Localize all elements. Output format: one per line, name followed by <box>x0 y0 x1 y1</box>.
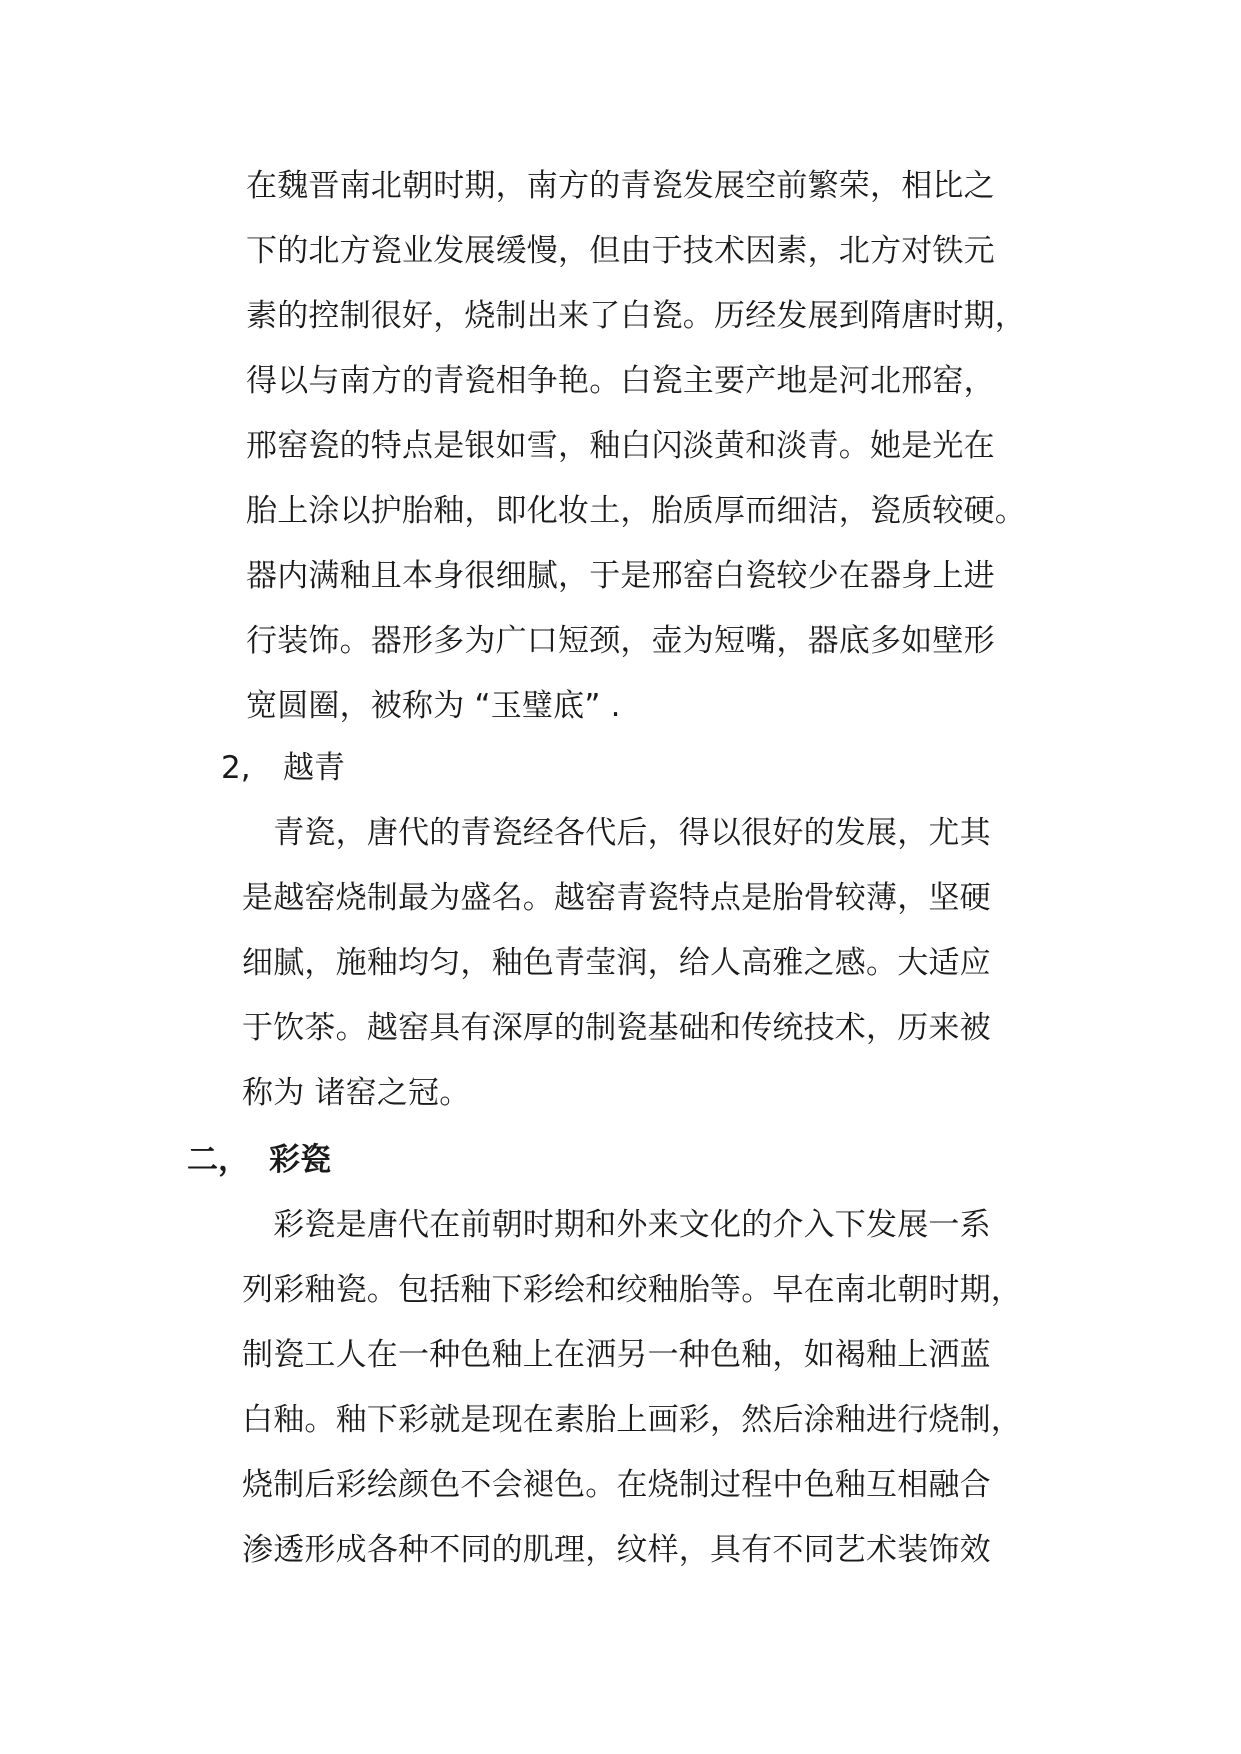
paragraph-line: 彩瓷是唐代在前朝时期和外来文化的介入下发展一系 <box>242 1207 991 1243</box>
paragraph-line: 下的北方瓷业发展缓慢，但由于技术因素，北方对铁元 <box>246 233 995 269</box>
paragraph-line: 白釉。釉下彩就是现在素胎上画彩，然后涂釉进行烧制， <box>242 1402 1022 1438</box>
paragraph-line: 胎上涂以护胎釉，即化妆土，胎质厚而细洁，瓷质较硬。 <box>246 493 1026 529</box>
paragraph-line: 得以与南方的青瓷相争艳。白瓷主要产地是河北邢窑， <box>246 363 995 399</box>
paragraph-line: 渗透形成各种不同的肌理，纹样，具有不同艺术装饰效 <box>242 1532 991 1568</box>
paragraph-line: 在魏晋南北朝时期，南方的青瓷发展空前繁荣，相比之 <box>246 168 995 204</box>
paragraph-line: 是越窑烧制最为盛名。越窑青瓷特点是胎骨较薄，坚硬 <box>242 880 991 916</box>
paragraph-line: 青瓷，唐代的青瓷经各代后，得以很好的发展，尤其 <box>242 815 991 851</box>
paragraph-line: 称为 诸窑之冠。 <box>242 1075 471 1111</box>
paragraph-line: 制瓷工人在一种色釉上在洒另一种色釉，如褐釉上洒蓝 <box>242 1337 991 1373</box>
section-heading-number: 二， <box>187 1142 249 1178</box>
section-heading-colored-porcelain <box>187 1140 331 1180</box>
paragraph-line: 宽圆圈，被称为 “玉璧底” . <box>246 688 621 724</box>
paragraph-line: 素的控制很好，烧制出来了白瓷。历经发展到隋唐时期， <box>246 298 1026 334</box>
section-heading-title: 彩瓷 <box>269 1142 331 1178</box>
subheading-yue-celadon <box>221 748 345 788</box>
paragraph-line: 行装饰。器形多为广口短颈，壶为短嘴，器底多如壁形 <box>246 623 995 659</box>
paragraph-line: 器内满釉且本身很细腻，于是邢窑白瓷较少在器身上进 <box>246 558 995 594</box>
paragraph-line: 邢窑瓷的特点是银如雪，釉白闪淡黄和淡青。她是光在 <box>246 428 995 464</box>
paragraph-line: 于饮茶。越窑具有深厚的制瓷基础和传统技术，历来被 <box>242 1010 991 1046</box>
paragraph-line: 细腻，施釉均匀，釉色青莹润，给人高雅之感。大适应 <box>242 945 991 981</box>
subheading-number: 2, <box>221 750 251 786</box>
paragraph-line: 列彩釉瓷。包括釉下彩绘和绞釉胎等。早在南北朝时期， <box>242 1272 1022 1308</box>
paragraph-line: 烧制后彩绘颜色不会褪色。在烧制过程中色釉互相融合 <box>242 1467 991 1503</box>
subheading-title: 越青 <box>283 750 345 786</box>
